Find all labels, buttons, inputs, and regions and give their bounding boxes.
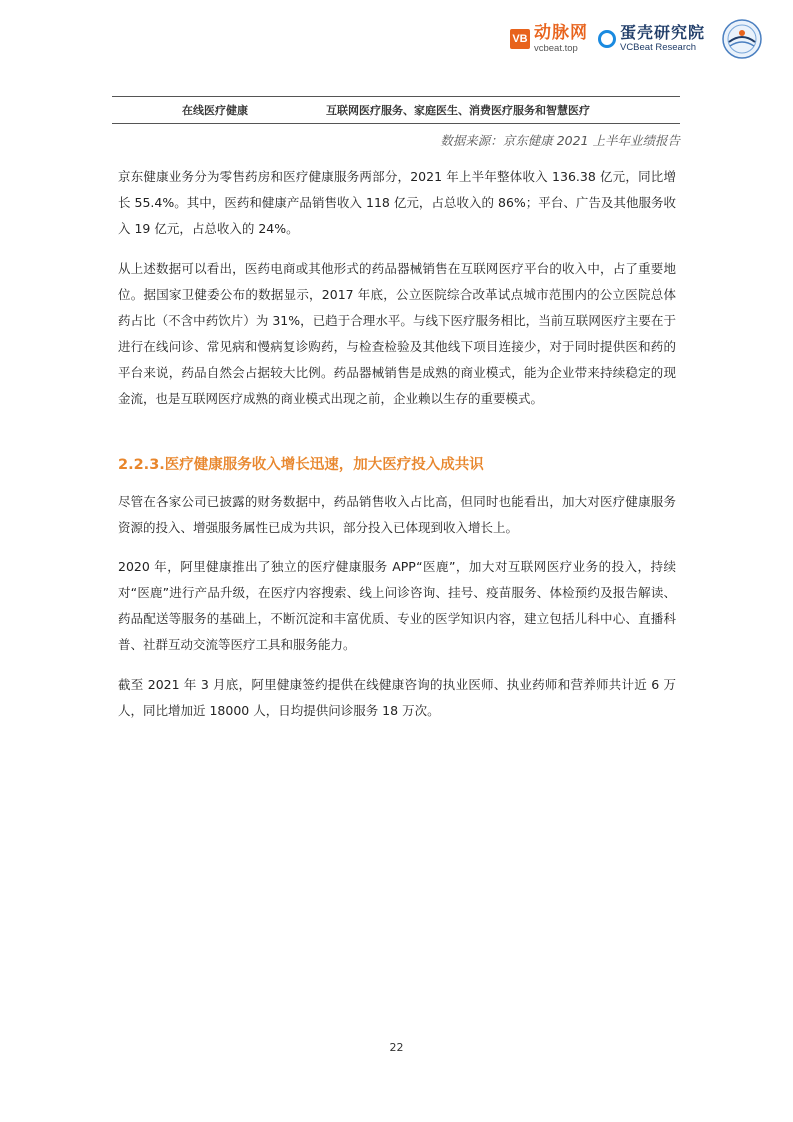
table-cell-category: 在线医疗健康 <box>182 104 248 117</box>
paragraph-4: 2020 年，阿里健康推出了独立的医疗健康服务 APP“医鹿”，加大对互联网医疗业务的投入，持续对“医鹿”进行产品升级，在医疗内容搜索、线上问诊咨询、挂号、疫苗服务、体检预约及报告解读、药品配送等服务的基础上，不断沉淀和丰富优质、专业的医学知识内容，建立包括儿科中心、直播科普、社群互动交流等医疗工具和服务能力。 <box>118 559 676 652</box>
paragraph-2: 从上述数据可以看出，医药电商或其他形式的药品器械销售在互联网医疗平台的收入中，占了重要地位。据国家卫健委公布的数据显示，2017 年底，公立医院综合改革试点城市范围内的公立医院总体药占比（不含中药饮片）为 31%，已趋于合理水平。与线下医疗服务相比，当前互联网医疗主要在于进行在线问诊、常见病和慢病复诊购药，与检查检验及其他线下项目连接少，对于同时提供医和药的平台来说，药品自然会占据较大比例。药品器械销售是成熟的商业模式，能为企业带来持续稳定的现金流，也是互联网医疗成熟的商业模式出现之前，企业赖以生存的重要模式。 <box>118 261 676 406</box>
research-logo-icon <box>598 30 616 48</box>
page-number: 22 <box>389 1041 404 1054</box>
research-brand <box>620 25 705 53</box>
vcbeat-brand <box>533 22 588 54</box>
table-cell-services: 互联网医疗服务、家庭医生、消费医疗服务和智慧医疗 <box>326 104 590 117</box>
paragraph-1: 京东健康业务分为零售药房和医疗健康服务两部分，2021 年上半年整体收入 136.38 亿元，同比增长 55.4%。其中，医药和健康产品销售收入 118 亿元，占总收入的 86%；平台、广告及其他服务收入 19 亿元，占总收入的 24%。 <box>118 169 676 236</box>
vcbeat-logo-icon: VB <box>510 29 530 49</box>
paragraph-3: 尽管在各家公司已披露的财务数据中，药品销售收入占比高，但同时也能看出，加大对医疗健康服务资源的投入、增强服务属性已成为共识，部分投入已体现到收入增长上。 <box>118 494 676 535</box>
header-logos <box>510 14 763 64</box>
table-top-rule <box>112 96 680 97</box>
table-bottom-rule <box>112 123 680 124</box>
research-brand-en: VCBeat Research <box>619 42 697 54</box>
vcbeat-brand-en: vcbeat.top <box>533 42 578 54</box>
seal-emblem-icon <box>721 18 763 60</box>
paragraph-5: 截至 2021 年 3 月底，阿里健康签约提供在线健康咨询的执业医师、执业药师和营养师共计近 6 万人，同比增加近 18000 人，日均提供问诊服务 18 万次。 <box>118 677 676 718</box>
data-source-note: 数据来源：京东健康 2021 上半年业绩报告 <box>440 133 680 148</box>
section-heading: 2.2.3.医疗健康服务收入增长迅速，加大医疗投入成共识 <box>118 457 484 473</box>
research-brand-cn: 蛋壳研究院 <box>619 23 705 43</box>
vcbeat-brand-cn: 动脉网 <box>533 22 588 43</box>
